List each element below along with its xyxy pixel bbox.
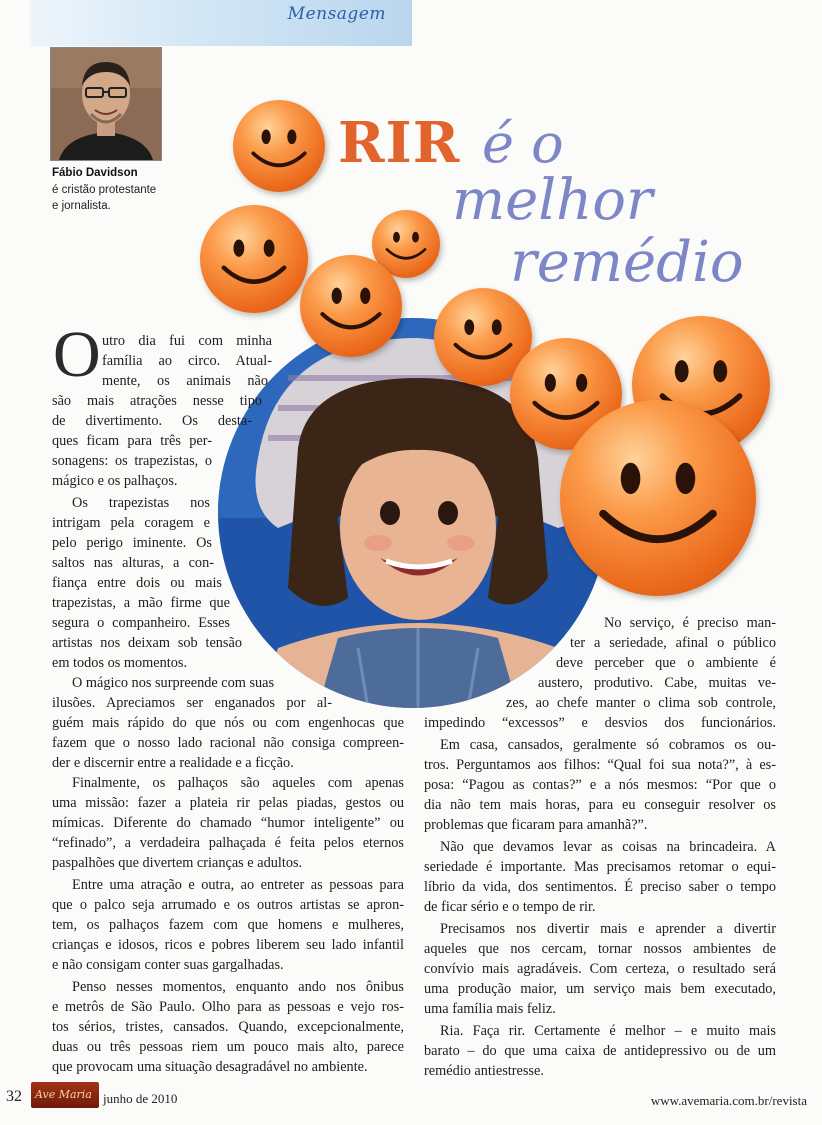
article-line: der e discernir entre a realidade e a ficção.: [52, 755, 294, 771]
article-line: trapezistas, a mão firme que: [52, 595, 230, 611]
article-line: utro dia fui com minha: [102, 333, 272, 349]
article-line: paspalhões que divertem crianças e adultos.: [52, 855, 303, 871]
article-line: impedindo “excessos” e desvios dos funcionários.: [424, 715, 776, 731]
article-line: líbrio da vida, dos sentimentos. É preciso saber o tempo: [424, 879, 776, 895]
author-photo: [50, 47, 162, 161]
article-line: sonagens: os trapezistas, o: [52, 453, 212, 469]
article-line: que provocam uma situação desagradável no ambiente.: [52, 1059, 368, 1075]
article-line: artistas nos deixam sob tensão: [52, 635, 242, 651]
article-line: remédio antiestresse.: [424, 1063, 544, 1079]
article-line: aqueles que nos cercam, tornar nossos ambientes de: [424, 941, 776, 957]
section-label: Mensagem: [287, 4, 386, 24]
drop-cap: O: [53, 318, 101, 391]
article-line: Precisamos nos divertir mais e aprender a divertir: [440, 921, 776, 937]
article-line: tos sérios, tristes, cansados. Quando, excepcionalmente,: [52, 1019, 404, 1035]
article-line: em todos os momentos.: [52, 655, 188, 671]
article-line: uma missão: fazer a plateia rir pelas piadas, gestos ou: [52, 795, 404, 811]
website-url: www.avemaria.com.br/revista: [650, 1093, 807, 1108]
article-line: posa: “Pagou as contas?” e a nós mesmos: “Por que o: [424, 777, 776, 793]
article-line: austero, produtivo. Cabe, muitas ve-: [538, 675, 776, 691]
article-line: Em casa, cansados, geralmente só cobramos os ou-: [440, 737, 776, 753]
article-line: uma família mais feliz.: [424, 1001, 556, 1017]
article-title-remedio: remédio: [510, 230, 744, 295]
article-line: saltos nas alturas, a con-: [52, 555, 214, 571]
article-line: Finalmente, os palhaços são aqueles com apenas: [72, 775, 404, 791]
article-line: deve perceber que o ambiente é: [556, 655, 776, 671]
author-name: Fábio Davidson: [52, 167, 138, 179]
article-line: mímicas. Diferente do chamado “humor inteligente” ou: [52, 815, 404, 831]
article-line: “refinado”, a verdadeira palhaçada é feita pelos eternos: [52, 835, 404, 851]
article-line: problemas que ficaram para amanhã?”.: [424, 817, 648, 833]
article-line: ter a seriedade, afinal o público: [570, 635, 776, 651]
article-line: O mágico nos surpreende com suas: [72, 675, 275, 691]
article-line: dia não tem mais horas, para eu conseguir resolver os: [424, 797, 776, 813]
article-line: Os trapezistas nos: [72, 495, 210, 511]
article-line: de divertimento. Os desta-: [52, 413, 252, 429]
magazine-logo: [31, 1082, 99, 1108]
page-number: 32: [6, 1088, 22, 1105]
article-line: que o palco seja arrumado e os outros artistas se apron-: [52, 897, 404, 913]
article-line: No serviço, é preciso man-: [604, 615, 776, 631]
magazine-logo-text: Ave Maria: [35, 1088, 92, 1101]
article-line: duas ou três pessoas riem um pouco mais alto, parece: [52, 1039, 404, 1055]
article-line: mente, os animais não: [102, 373, 268, 389]
article-line: pelo perigo iminente. Os: [52, 535, 212, 551]
article-line: e metrôs de São Paulo. Olho para as pessoas e vejo ros-: [52, 999, 404, 1015]
article-line: segura o companheiro. Esses: [52, 615, 230, 631]
article-line: seriedade é importante. Mas precisamos retomar o equi-: [424, 859, 776, 875]
smiley-icon: [233, 100, 325, 192]
article-line: são mais atrações nesse tipo: [52, 393, 262, 409]
article-line: mágico e os palhaços.: [52, 473, 178, 489]
article-line: intrigam pela coragem e: [52, 515, 210, 531]
article-line: uma produção maior, um serviço mais bem executado,: [424, 981, 776, 997]
section-header-bar: [30, 0, 412, 46]
article-line: família ao circo. Atual-: [102, 353, 272, 369]
article-line: Não que devamos levar as coisas na brincadeira. A: [440, 839, 776, 855]
smiley-icon: [300, 255, 402, 357]
article-line: Ria. Faça rir. Certamente é melhor – e muito mais: [440, 1023, 776, 1039]
article-line: barato – do que uma caixa de antidepressivo ou de um: [424, 1043, 776, 1059]
article-line: fazem que o nosso lado racional não consiga compreen-: [52, 735, 404, 751]
author-description: é cristão protestante: [52, 184, 157, 196]
article-title-e-o: é o: [482, 112, 564, 175]
article-line: guém mais rápido do que nós ou com engenhocas que: [52, 715, 404, 731]
article-line: fiança entre dois ou mais: [52, 575, 222, 591]
article-line: tem, os palhaços fazem com que homens e mulheres,: [52, 917, 404, 933]
article-line: ques ficam para três per-: [52, 433, 212, 449]
article-title-rir: RIR: [338, 110, 461, 176]
smiley-icon: [200, 205, 308, 313]
article-line: zes, ao chefe manter o clima sob controle,: [506, 695, 776, 711]
article-line: tros. Perguntamos aos filhos: “Qual foi sua nota?”, à es-: [424, 757, 776, 773]
article-line: ilusões. Apreciamos ser enganados por al-: [52, 695, 332, 711]
issue-date: junho de 2010: [103, 1091, 178, 1106]
article-line: de ficar sério e o tempo de rir.: [424, 899, 596, 915]
article-title-melhor: melhor: [452, 168, 653, 233]
article-line: e não consigam conter suas gargalhadas.: [52, 957, 284, 973]
article-line: convívio mais agradáveis. Com certeza, o resultado será: [424, 961, 776, 977]
article-line: crianças e idosos, ricos e pobres liberem seu lado infantil: [52, 937, 404, 953]
article-line: Penso nesses momentos, enquanto ando nos ônibus: [72, 979, 404, 995]
smiley-icon: [560, 400, 756, 596]
author-description: e jornalista.: [52, 200, 111, 212]
article-line: Entre uma atração e outra, ao entreter as pessoas para: [72, 877, 404, 893]
